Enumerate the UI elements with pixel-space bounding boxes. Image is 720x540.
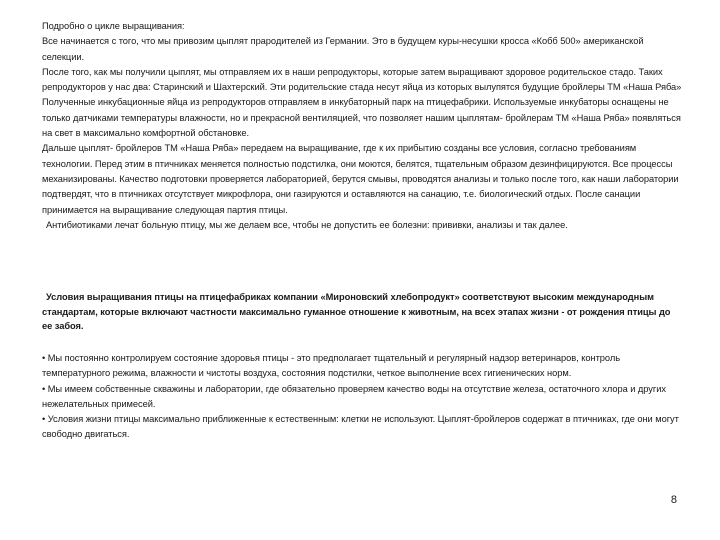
bullet-living-conditions: • Условия жизни птицы максимально приближенные к естественным: клетки не используют. Цыплят-бройлеров содержат в птичниках, где они могут свободно двигаться. — [42, 414, 679, 440]
conditions-statement — [42, 290, 682, 334]
bullet-list — [42, 351, 682, 443]
paragraph-antibiotics: Антибиотиками лечат больную птицу, мы же делаем все, чтобы не допустить ее болезни: прививки, анализы и так далее. — [46, 219, 568, 230]
bullet-water-quality: • Мы имеем собственные скважины и лаборатории, где обязательно проверяем качество воды на отсутствие железа, остаточного хлора и других нежелательных примесей. — [42, 383, 666, 409]
paragraph-growing: Дальше цыплят- бройлеров ТМ «Наша Ряба» передаем на выращивание, где к их прибытию созданы все условия, согласно требованиям технологии. Перед этим в птичниках меняется полностью подстилка, они моются, белятся, тщательным образом дезинфицируются. Все процессы механизированы. Качество подготовки проверяется лабораторией, берутся смывы, проводятся анализы и только после того, как наши лаборатории подтвердят, что в птичниках отсутствует микрофлора, они газируются и оставляются на санацию, т.е. биологический отдых. После санации принимается на выращивание следующая партия птицы. — [42, 143, 679, 215]
paragraph-reproducers: После того, как мы получили цыплят, мы отправляем их в наши репродукторы, которые затем выращивают здоровое родительское стадо. Таких репродукторов у нас два: Старинский и Шахтерский. Эти родительские стада несут яйца из которых вылупятся будущие бройлеры ТМ «Наша Ряба» — [42, 66, 682, 93]
paragraph-incubation: Полученные инкубационные яйца из репродукторов отправляем в инкубаторный парк на птицефабрики. Используемые инкубаторы оснащены не только датчиками температуры влажности, но и прекрасной вентиляцией, что позволяет нашим цыплятам- бройлерам ТМ «Наша Ряба» появляться на свет в максимально комфортной обстановке. — [42, 97, 681, 139]
section-heading: Подробно о цикле выращивания: — [42, 21, 185, 31]
conditions-text: Условия выращивания птицы на птицефабриках компании «Мироновский хлебопродукт» соответствуют высоким международным стандартам, которые включают частности максимально гуманное отношение к животным, на всех этапах жизни - от рождения птицы до ее забоя. — [42, 292, 671, 332]
bullet-health-control: • Мы постоянно контролируем состояние здоровья птицы - это предполагает тщательный и регулярный надзор ветеринаров, контроль температурного режима, влажности и чистоты воздуха, состояния подстилки, четкое выполнение всех гигиенических норм. — [42, 353, 620, 379]
paragraph-grandparents: Все начинается с того, что мы привозим цыплят прародителей из Германии. Это в будущем куры-несушки кросса «Кобб 500» американской селекции. — [42, 36, 644, 62]
page-number: 8 — [670, 494, 677, 506]
cycle-description — [42, 19, 682, 233]
